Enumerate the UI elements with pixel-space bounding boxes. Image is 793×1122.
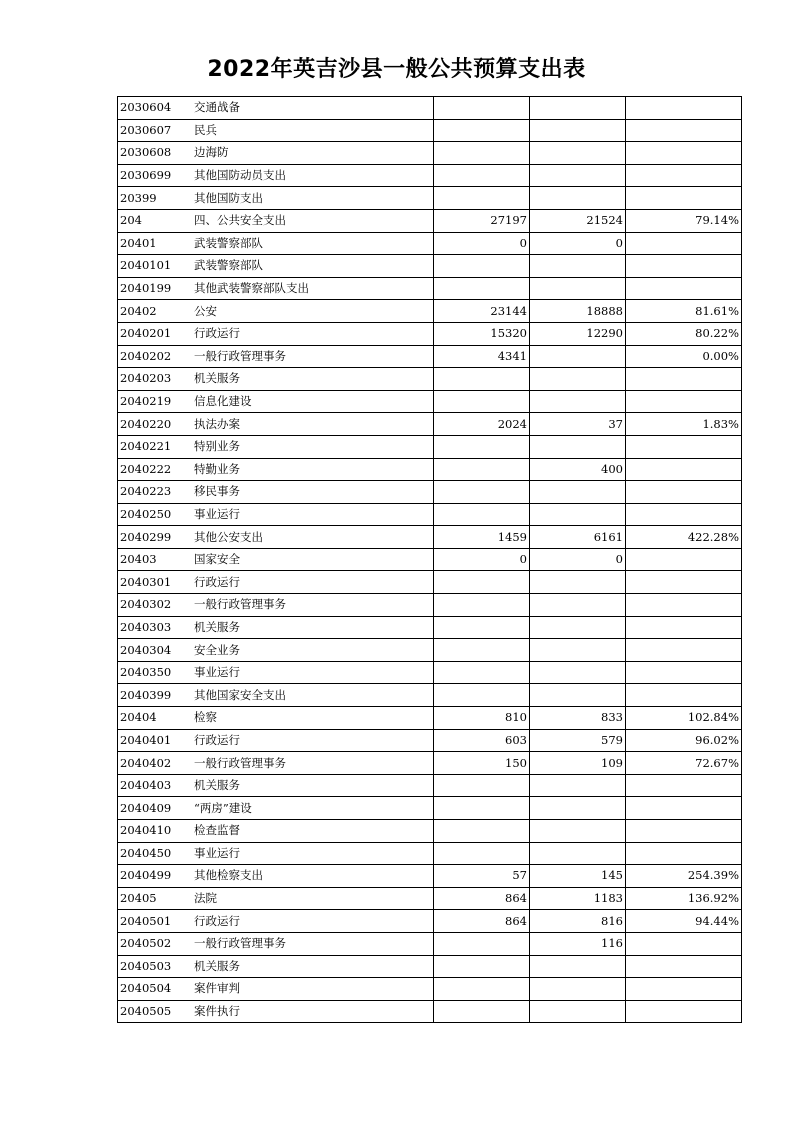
row-budget-value: 810: [434, 707, 530, 730]
row-name: 检察: [192, 707, 434, 730]
table-row: [118, 1000, 742, 1023]
row-name: 机关服务: [192, 616, 434, 639]
row-name: 武装警察部队: [192, 255, 434, 278]
row-budget-value: [434, 277, 530, 300]
row-ratio: 422.28%: [626, 526, 742, 549]
row-code: 20399: [118, 187, 193, 210]
row-budget-value: 27197: [434, 209, 530, 232]
row-actual-value: 816: [530, 910, 626, 933]
row-actual-value: [530, 481, 626, 504]
row-budget-value: [434, 97, 530, 120]
row-ratio: [626, 481, 742, 504]
row-budget-value: [434, 187, 530, 210]
row-ratio: [626, 503, 742, 526]
row-actual-value: 833: [530, 707, 626, 730]
row-name: 国家安全: [192, 548, 434, 571]
row-budget-value: 150: [434, 752, 530, 775]
row-actual-value: [530, 639, 626, 662]
row-name: 一般行政管理事务: [192, 594, 434, 617]
row-ratio: [626, 955, 742, 978]
row-ratio: [626, 774, 742, 797]
row-ratio: [626, 458, 742, 481]
row-ratio: 136.92%: [626, 887, 742, 910]
row-name: 行政运行: [192, 571, 434, 594]
row-name: 一般行政管理事务: [192, 752, 434, 775]
row-name: 事业运行: [192, 842, 434, 865]
row-code: 2040401: [118, 729, 193, 752]
row-budget-value: [434, 978, 530, 1001]
row-budget-value: [434, 164, 530, 187]
table-row: [118, 435, 742, 458]
row-name: 法院: [192, 887, 434, 910]
row-code: 2030699: [118, 164, 193, 187]
row-name: 一般行政管理事务: [192, 345, 434, 368]
row-code: 20404: [118, 707, 193, 730]
table-row: [118, 910, 742, 933]
row-actual-value: [530, 616, 626, 639]
table-row: [118, 842, 742, 865]
row-budget-value: [434, 661, 530, 684]
row-ratio: [626, 142, 742, 165]
row-name: 机关服务: [192, 368, 434, 391]
table-row: [118, 729, 742, 752]
row-name: 特别业务: [192, 435, 434, 458]
row-ratio: [626, 616, 742, 639]
row-ratio: [626, 97, 742, 120]
row-ratio: 72.67%: [626, 752, 742, 775]
row-actual-value: 579: [530, 729, 626, 752]
row-ratio: [626, 187, 742, 210]
row-budget-value: [434, 774, 530, 797]
row-name: 其他国家安全支出: [192, 684, 434, 707]
row-ratio: [626, 684, 742, 707]
row-code: 2040202: [118, 345, 193, 368]
row-budget-value: [434, 368, 530, 391]
row-name: 公安: [192, 300, 434, 323]
row-actual-value: [530, 142, 626, 165]
table-row: [118, 368, 742, 391]
row-ratio: [626, 548, 742, 571]
row-name: 其他公安支出: [192, 526, 434, 549]
row-ratio: [626, 1000, 742, 1023]
row-actual-value: [530, 774, 626, 797]
row-name: 行政运行: [192, 910, 434, 933]
row-actual-value: 109: [530, 752, 626, 775]
row-actual-value: [530, 842, 626, 865]
row-budget-value: 23144: [434, 300, 530, 323]
row-ratio: 1.83%: [626, 413, 742, 436]
row-name: 移民事务: [192, 481, 434, 504]
table-row: [118, 255, 742, 278]
row-ratio: [626, 932, 742, 955]
row-name: 案件执行: [192, 1000, 434, 1023]
row-name: 一般行政管理事务: [192, 932, 434, 955]
table-row: [118, 978, 742, 1001]
row-actual-value: 400: [530, 458, 626, 481]
row-code: 2040505: [118, 1000, 193, 1023]
table-row: [118, 887, 742, 910]
row-code: 2040299: [118, 526, 193, 549]
row-ratio: 94.44%: [626, 910, 742, 933]
row-name: 事业运行: [192, 661, 434, 684]
row-code: 2040304: [118, 639, 193, 662]
row-ratio: [626, 390, 742, 413]
row-actual-value: [530, 119, 626, 142]
row-budget-value: [434, 481, 530, 504]
row-code: 2030608: [118, 142, 193, 165]
table-row: [118, 820, 742, 843]
row-ratio: [626, 277, 742, 300]
row-budget-value: [434, 571, 530, 594]
row-code: 2040499: [118, 865, 193, 888]
row-code: 204: [118, 209, 193, 232]
row-ratio: [626, 368, 742, 391]
row-ratio: [626, 571, 742, 594]
table-row: [118, 300, 742, 323]
row-actual-value: [530, 978, 626, 1001]
row-name: 执法办案: [192, 413, 434, 436]
row-budget-value: [434, 955, 530, 978]
row-name: 四、公共安全支出: [192, 209, 434, 232]
page-title: 2022年英吉沙县一般公共预算支出表: [207, 57, 586, 82]
row-actual-value: [530, 594, 626, 617]
table-row: [118, 932, 742, 955]
row-code: 2040504: [118, 978, 193, 1001]
row-code: 2040101: [118, 255, 193, 278]
row-budget-value: [434, 435, 530, 458]
row-budget-value: [434, 390, 530, 413]
table-row: [118, 797, 742, 820]
row-budget-value: [434, 255, 530, 278]
table-row: [118, 164, 742, 187]
row-code: 2040302: [118, 594, 193, 617]
row-budget-value: 0: [434, 548, 530, 571]
row-name: 行政运行: [192, 322, 434, 345]
row-code: 2040219: [118, 390, 193, 413]
row-budget-value: 2024: [434, 413, 530, 436]
row-code: 20402: [118, 300, 193, 323]
table-row: [118, 639, 742, 662]
row-budget-value: [434, 142, 530, 165]
row-ratio: [626, 978, 742, 1001]
row-code: 2040301: [118, 571, 193, 594]
table-row: [118, 277, 742, 300]
row-ratio: 81.61%: [626, 300, 742, 323]
row-code: 2030604: [118, 97, 193, 120]
row-name: 信息化建设: [192, 390, 434, 413]
row-budget-value: [434, 820, 530, 843]
table-row: [118, 548, 742, 571]
row-budget-value: 864: [434, 910, 530, 933]
row-name: 交通战备: [192, 97, 434, 120]
row-code: 2040403: [118, 774, 193, 797]
row-actual-value: [530, 255, 626, 278]
row-code: 2030607: [118, 119, 193, 142]
row-code: 20401: [118, 232, 193, 255]
table-row: [118, 481, 742, 504]
row-actual-value: 1183: [530, 887, 626, 910]
row-name: “两房”建设: [192, 797, 434, 820]
table-row: [118, 503, 742, 526]
row-name: 其他国防支出: [192, 187, 434, 210]
row-code: 2040409: [118, 797, 193, 820]
row-code: 2040350: [118, 661, 193, 684]
row-ratio: [626, 661, 742, 684]
row-ratio: [626, 842, 742, 865]
row-actual-value: [530, 571, 626, 594]
row-ratio: 96.02%: [626, 729, 742, 752]
row-actual-value: 0: [530, 232, 626, 255]
row-code: 2040501: [118, 910, 193, 933]
row-name: 安全业务: [192, 639, 434, 662]
table-row: [118, 661, 742, 684]
row-name: 其他国防动员支出: [192, 164, 434, 187]
table-row: [118, 187, 742, 210]
row-budget-value: [434, 503, 530, 526]
row-actual-value: [530, 435, 626, 458]
row-budget-value: 4341: [434, 345, 530, 368]
row-ratio: 254.39%: [626, 865, 742, 888]
row-code: 2040201: [118, 322, 193, 345]
table-row: [118, 413, 742, 436]
row-actual-value: [530, 684, 626, 707]
row-actual-value: [530, 345, 626, 368]
row-code: 2040221: [118, 435, 193, 458]
row-actual-value: 18888: [530, 300, 626, 323]
row-code: 2040399: [118, 684, 193, 707]
row-code: 2040450: [118, 842, 193, 865]
row-budget-value: [434, 932, 530, 955]
table-row: [118, 616, 742, 639]
row-name: 检查监督: [192, 820, 434, 843]
row-actual-value: [530, 187, 626, 210]
row-code: 2040250: [118, 503, 193, 526]
table-row: [118, 119, 742, 142]
row-actual-value: [530, 277, 626, 300]
row-actual-value: 145: [530, 865, 626, 888]
row-budget-value: [434, 684, 530, 707]
row-code: 2040199: [118, 277, 193, 300]
table-row: [118, 526, 742, 549]
row-name: 机关服务: [192, 955, 434, 978]
row-code: 20403: [118, 548, 193, 571]
budget-table: [117, 96, 742, 1023]
row-actual-value: 21524: [530, 209, 626, 232]
row-budget-value: [434, 616, 530, 639]
row-name: 行政运行: [192, 729, 434, 752]
row-ratio: [626, 119, 742, 142]
table-row: [118, 97, 742, 120]
row-code: 2040303: [118, 616, 193, 639]
row-budget-value: [434, 842, 530, 865]
row-code: 2040402: [118, 752, 193, 775]
row-name: 民兵: [192, 119, 434, 142]
row-name: 边海防: [192, 142, 434, 165]
row-actual-value: 0: [530, 548, 626, 571]
row-ratio: 80.22%: [626, 322, 742, 345]
row-name: 机关服务: [192, 774, 434, 797]
row-ratio: 79.14%: [626, 209, 742, 232]
row-ratio: [626, 435, 742, 458]
row-actual-value: [530, 955, 626, 978]
row-ratio: [626, 255, 742, 278]
row-actual-value: [530, 661, 626, 684]
row-name: 其他检察支出: [192, 865, 434, 888]
row-actual-value: [530, 164, 626, 187]
row-actual-value: [530, 503, 626, 526]
row-name: 案件审判: [192, 978, 434, 1001]
table-row: [118, 209, 742, 232]
row-budget-value: [434, 458, 530, 481]
row-actual-value: 37: [530, 413, 626, 436]
table-row: [118, 865, 742, 888]
row-budget-value: 57: [434, 865, 530, 888]
row-name: 其他武装警察部队支出: [192, 277, 434, 300]
row-code: 2040410: [118, 820, 193, 843]
row-ratio: [626, 164, 742, 187]
row-actual-value: 6161: [530, 526, 626, 549]
row-budget-value: [434, 119, 530, 142]
row-ratio: [626, 820, 742, 843]
row-code: 2040503: [118, 955, 193, 978]
row-budget-value: 603: [434, 729, 530, 752]
row-actual-value: [530, 797, 626, 820]
row-name: 特勤业务: [192, 458, 434, 481]
row-budget-value: [434, 797, 530, 820]
row-code: 20405: [118, 887, 193, 910]
row-actual-value: [530, 390, 626, 413]
row-ratio: [626, 594, 742, 617]
row-name: 武装警察部队: [192, 232, 434, 255]
row-code: 2040502: [118, 932, 193, 955]
row-code: 2040222: [118, 458, 193, 481]
row-code: 2040223: [118, 481, 193, 504]
row-ratio: [626, 232, 742, 255]
table-row: [118, 571, 742, 594]
table-row: [118, 684, 742, 707]
row-budget-value: [434, 594, 530, 617]
row-actual-value: 116: [530, 932, 626, 955]
table-row: [118, 232, 742, 255]
table-row: [118, 142, 742, 165]
row-ratio: 0.00%: [626, 345, 742, 368]
table-row: [118, 752, 742, 775]
row-budget-value: 15320: [434, 322, 530, 345]
table-row: [118, 458, 742, 481]
table-row: [118, 774, 742, 797]
budget-table-body: [118, 97, 742, 1023]
row-actual-value: [530, 1000, 626, 1023]
row-budget-value: 0: [434, 232, 530, 255]
table-row: [118, 345, 742, 368]
row-budget-value: [434, 1000, 530, 1023]
row-ratio: [626, 639, 742, 662]
row-ratio: 102.84%: [626, 707, 742, 730]
table-row: [118, 707, 742, 730]
row-budget-value: 1459: [434, 526, 530, 549]
row-budget-value: 864: [434, 887, 530, 910]
table-row: [118, 322, 742, 345]
table-row: [118, 955, 742, 978]
row-actual-value: [530, 368, 626, 391]
row-code: 2040203: [118, 368, 193, 391]
row-actual-value: [530, 820, 626, 843]
row-name: 事业运行: [192, 503, 434, 526]
table-row: [118, 390, 742, 413]
row-budget-value: [434, 639, 530, 662]
row-actual-value: [530, 97, 626, 120]
table-row: [118, 594, 742, 617]
row-code: 2040220: [118, 413, 193, 436]
row-ratio: [626, 797, 742, 820]
row-actual-value: 12290: [530, 322, 626, 345]
